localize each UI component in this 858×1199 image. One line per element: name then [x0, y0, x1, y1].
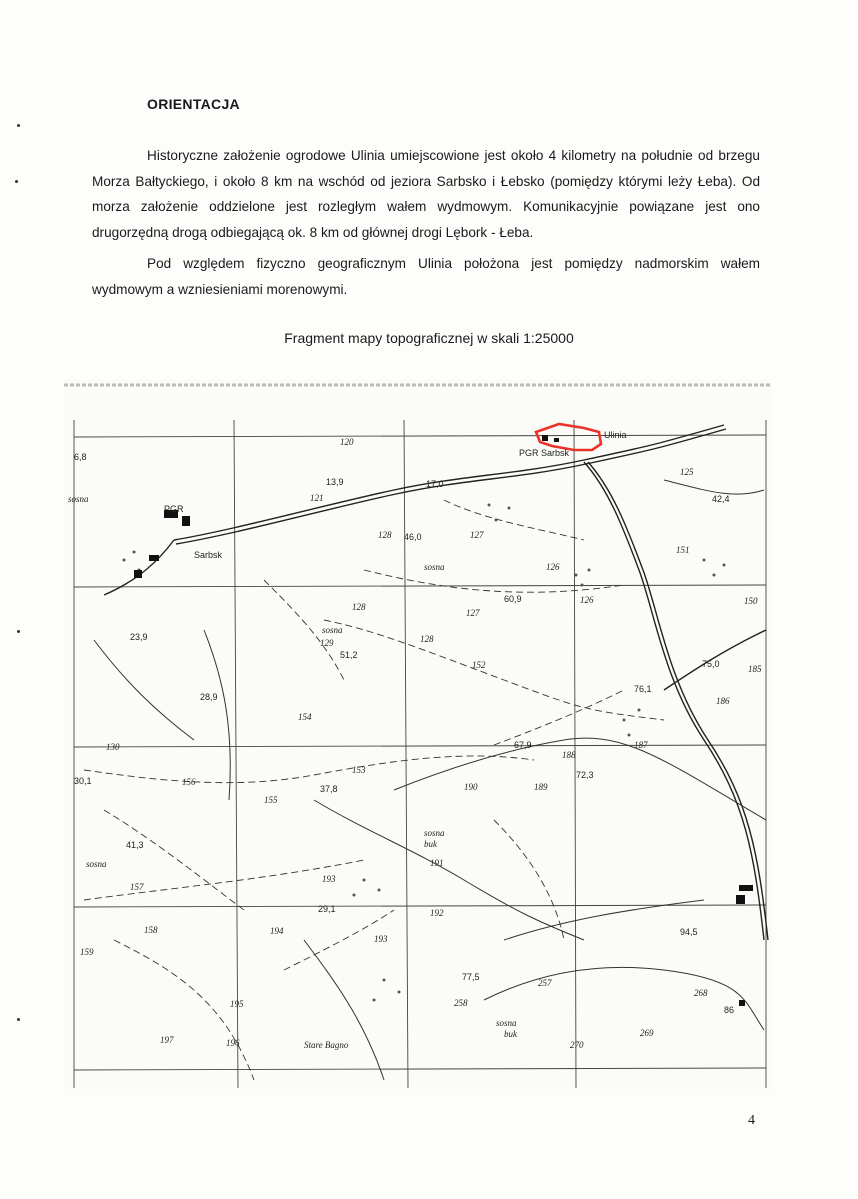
elevation: 120	[340, 437, 354, 447]
elevation: 13,9	[326, 477, 344, 487]
elevation: 75,0	[702, 659, 720, 669]
topographic-map	[64, 380, 772, 1090]
page-number: 4	[748, 1113, 755, 1128]
elevation: 37,8	[320, 784, 338, 794]
label-pgr: PGR Sarbsk	[519, 448, 570, 458]
label-sosna: sosna	[424, 562, 445, 572]
elevation: 86	[724, 1005, 735, 1015]
elevation: 187	[634, 740, 648, 750]
elevation: 196	[226, 1038, 240, 1048]
elevation: 153	[352, 765, 366, 775]
scan-speck	[17, 1018, 20, 1021]
elevation: 41,3	[126, 840, 144, 850]
scan-speck	[17, 124, 20, 127]
elevation: 193	[322, 874, 336, 884]
elevation: 125	[680, 467, 694, 477]
scan-speck	[15, 180, 18, 183]
elevation: 188	[562, 750, 576, 760]
elevation: 193	[374, 934, 388, 944]
elevation: 127	[470, 530, 484, 540]
elevation: 72,3	[576, 770, 594, 780]
map-caption: Fragment mapy topograficznej w skali 1:25000	[284, 330, 574, 346]
elevation: 268	[694, 988, 708, 998]
label-sosna: sosna	[86, 859, 107, 869]
elevation: 30,1	[74, 776, 92, 786]
elevation: 6,8	[74, 452, 87, 462]
elevation: 23,9	[130, 632, 148, 642]
elevation: 77,5	[462, 972, 480, 982]
elevation: 159	[80, 947, 94, 957]
elevation: 42,4	[712, 494, 730, 504]
elevation: 258	[454, 998, 468, 1008]
label-ulinia: Ulinia	[604, 430, 627, 440]
elevation: 190	[464, 782, 478, 792]
elevation: 60,9	[504, 594, 522, 604]
elevation: 156	[182, 777, 196, 787]
elevation: 128	[352, 602, 366, 612]
elevation: 269	[640, 1028, 654, 1038]
elevation: 192	[430, 908, 444, 918]
label-buk: buk	[504, 1029, 517, 1039]
elevation: 197	[160, 1035, 174, 1045]
elevation: 128	[378, 530, 392, 540]
paragraph-geography	[92, 251, 760, 302]
elevation: 127	[466, 608, 480, 618]
elevation: 51,2	[340, 650, 358, 660]
label-buk: buk	[424, 839, 437, 849]
elevation: 155	[264, 795, 278, 805]
elevation: 126	[580, 595, 594, 605]
elevation: 194	[270, 926, 284, 936]
map-image	[64, 380, 772, 1090]
scan-speck	[17, 630, 20, 633]
elevation: 157	[130, 882, 144, 892]
elevation: 129	[320, 638, 334, 648]
label-sosna: sosna	[496, 1018, 517, 1028]
paragraph-text: Pod względem fizyczno geograficznym Ulinia położona jest pomiędzy nadmorskim wałem wydmowym a wzniesieniami morenowymi.	[92, 256, 760, 297]
elevation: 94,5	[680, 927, 698, 937]
elevation: 128	[420, 634, 434, 644]
elevation: 158	[144, 925, 158, 935]
label-stare-bagno: Stare Bagno	[304, 1040, 349, 1050]
paragraph-text: Historyczne założenie ogrodowe Ulinia umiejscowione jest około 4 kilometry na południe od brzegu Morza Bałtyckiego, i około 8 km na wschód od jeziora Sarbsko i Łebsko (pomiędzy którymi leży Łeba). Od morza założenie oddzielone jest rozległym wałem wydmowym. Komunikacyjnie powiązane jest ono drugorzędną drogą odbiegającą ok. 8 km od głównej drogi Lębork - Łeba.	[92, 148, 760, 240]
elevation: 28,9	[200, 692, 218, 702]
elevation: 150	[744, 596, 758, 606]
elevation: 189	[534, 782, 548, 792]
section-heading: ORIENTACJA	[147, 96, 240, 112]
elevation: 257	[538, 978, 552, 988]
paragraph-location	[92, 143, 760, 245]
label-pgr-small: PGR	[164, 504, 184, 514]
elevation: 152	[472, 660, 486, 670]
elevation: 185	[748, 664, 762, 674]
label-sosna: sosna	[322, 625, 343, 635]
elevation: 121	[310, 493, 324, 503]
elevation: 76,1	[634, 684, 652, 694]
elevation: 130	[106, 742, 120, 752]
label-sosna: sosna	[68, 494, 89, 504]
elevation: 29,1	[318, 904, 336, 914]
elevation: 186	[716, 696, 730, 706]
elevation: 270	[570, 1040, 584, 1050]
elevation: 126	[546, 562, 560, 572]
elevation: 191	[430, 858, 444, 868]
elevation: 151	[676, 545, 690, 555]
label-sarbsk: Sarbsk	[194, 550, 223, 560]
label-sosna: sosna	[424, 828, 445, 838]
elevation: 154	[298, 712, 312, 722]
elevation: 46,0	[404, 532, 422, 542]
elevation: 195	[230, 999, 244, 1009]
elevation: 17,0	[426, 479, 444, 489]
elevation: 67,9	[514, 740, 532, 750]
